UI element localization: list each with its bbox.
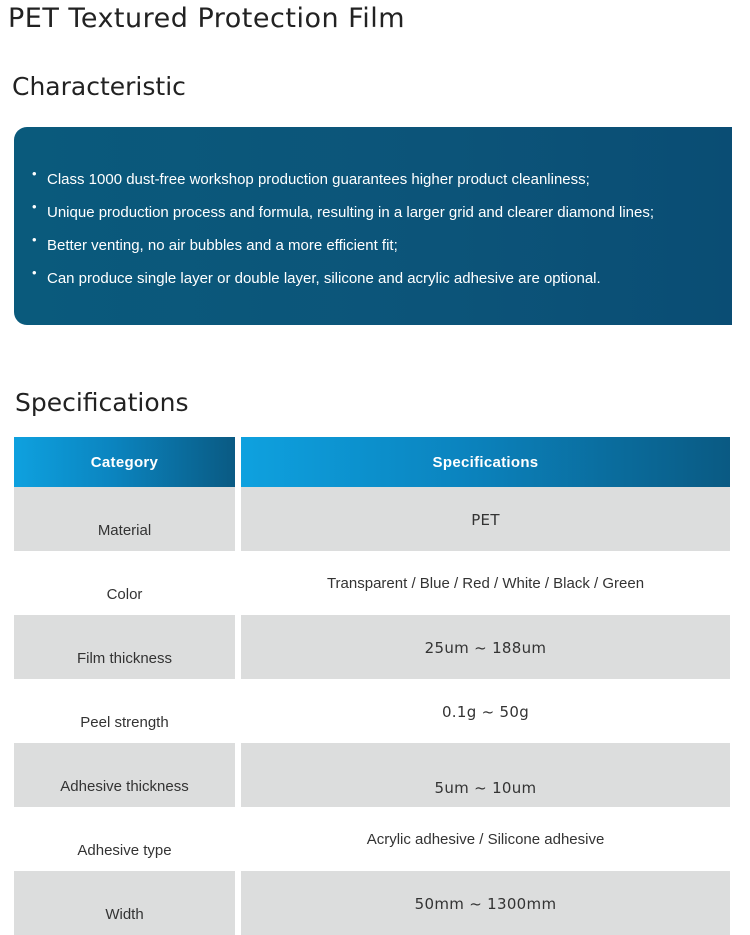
spec-cell: 5um ~ 10um [241,743,730,807]
bullet-icon: • [32,232,37,247]
spec-cell: 50mm ~ 1300mm [241,871,730,935]
bullet-icon: • [32,265,37,280]
characteristic-item [32,163,732,196]
table-row [14,487,730,551]
category-cell: Peel strength [80,714,169,731]
bullet-icon: • [32,166,37,181]
characteristic-panel [14,127,732,325]
characteristic-item-text: Unique production process and formula, resulting in a larger grid and clearer diamond lines; [47,204,655,221]
specifications-table [14,437,730,935]
spec-cell: 25um ~ 188um [241,615,730,679]
table-row [14,615,730,679]
spec-cell: PET [241,487,730,551]
category-cell: Material [14,487,235,551]
table-row [14,551,730,615]
category-cell: Adhesive type [77,842,172,859]
specifications-heading: Specifications [15,388,189,417]
category-cell: Color [106,586,143,603]
table-row [14,871,730,935]
page-title: PET Textured Protection Film [8,3,406,34]
bullet-icon: • [32,199,37,214]
table-row [14,679,730,743]
characteristic-item-text: Can produce single layer or double layer, silicone and acrylic adhesive are optional. [47,270,601,287]
characteristic-item [32,262,732,295]
category-cell: Adhesive thickness [14,743,235,807]
characteristic-item-text: Better venting, no air bubbles and a more efficient fit; [47,237,398,254]
table-header [14,437,730,487]
characteristic-item [32,196,732,229]
spec-cell: Transparent / Blue / Red / White / Black / Green [326,575,645,592]
column-header-specifications: Specifications [241,437,730,487]
category-cell: Film thickness [14,615,235,679]
spec-cell: Acrylic adhesive / Silicone adhesive [366,831,605,848]
characteristic-item [32,229,732,262]
table-row [14,807,730,871]
characteristic-item-text: Class 1000 dust-free workshop production guarantees higher product cleanliness; [47,171,590,188]
characteristic-heading: Characteristic [12,72,186,101]
characteristic-list [32,163,732,295]
category-cell: Width [14,871,235,935]
table-row [14,743,730,807]
spec-cell: 0.1g ~ 50g [441,703,530,721]
column-header-category: Category [14,437,235,487]
